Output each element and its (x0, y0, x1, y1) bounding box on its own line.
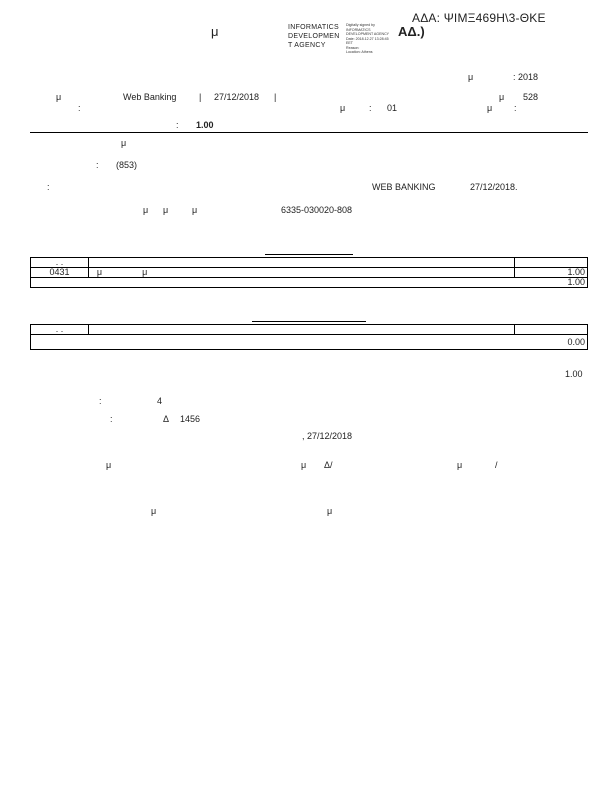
separator: | (274, 92, 277, 102)
summary-value: 4 (157, 396, 163, 406)
code-value: (853) (116, 160, 138, 170)
signature-label: μ (151, 506, 157, 516)
table-total: 1.00 (31, 278, 588, 288)
info-date: 27/12/2018 (214, 92, 260, 102)
signature-label: Δ/ (324, 460, 333, 470)
separator: | (199, 92, 202, 102)
colon: : (110, 414, 113, 424)
desc-date: 27/12/2018. (470, 182, 518, 192)
table-header-cell (88, 325, 514, 335)
desc-web-banking: WEB BANKING (372, 182, 436, 192)
acct-mu: μ (163, 205, 169, 215)
table-total-row (31, 335, 588, 350)
signature-line: INFORMATICS (346, 27, 371, 32)
grand-total: 1.00 (565, 369, 583, 379)
table-cell-desc: μ μ (88, 268, 514, 278)
table-income (30, 257, 588, 288)
agency-line-2: DEVELOPMEN (288, 33, 340, 40)
table-header-row (31, 325, 588, 335)
mid-mu: μ (340, 103, 346, 113)
signature-line: Location: Athens (346, 50, 373, 54)
colon: : (96, 160, 99, 170)
table-total-row (31, 278, 588, 288)
signature-label: μ (457, 460, 463, 470)
signature-line: Reason: (346, 45, 360, 50)
ada-code: ΑΔΑ: ΨΙΜΞ469Η\3-ΘΚΕ (412, 11, 546, 25)
table-header-cell (88, 258, 514, 268)
signature-label: μ (106, 460, 112, 470)
account-number: 6335-030020-808 (281, 205, 353, 215)
agency-line-1: INFORMATICS (288, 24, 340, 31)
divider (30, 132, 588, 133)
colon: : (369, 103, 372, 113)
amount-value: 1.00 (196, 120, 214, 130)
colon: : (176, 120, 179, 130)
body-mu: μ (121, 138, 127, 148)
signature-label: μ (327, 506, 333, 516)
table-row (31, 268, 588, 278)
signature-line: DEVELOPMENT AGENCY (346, 32, 390, 36)
number-value: 528 (523, 92, 539, 102)
place-date: , 27/12/2018 (302, 431, 353, 441)
web-banking-label: Web Banking (123, 92, 177, 102)
colon: : (47, 182, 50, 192)
year-mu: μ (468, 72, 474, 82)
signature-label: / (495, 460, 498, 470)
colon: : (99, 396, 102, 406)
section-heading-line (265, 254, 353, 255)
acct-mu: μ (192, 205, 198, 215)
colon: : (514, 103, 517, 113)
number-mu: μ (499, 92, 505, 102)
digital-signature-agency (288, 23, 340, 50)
mid-value: 01 (387, 103, 398, 113)
table-deductions (30, 324, 588, 350)
title-suffix: ΑΔ.) (398, 24, 425, 39)
info-mu: μ (56, 92, 62, 102)
table-header-cell: . . (31, 258, 89, 268)
signature-label: μ (301, 460, 307, 470)
table-cell-amount: 1.00 (515, 268, 588, 278)
signature-line: Digitally signed by (346, 23, 375, 27)
signature-line: EET (346, 41, 353, 45)
acct-mu: μ (143, 205, 149, 215)
section-heading-line (252, 321, 366, 322)
summary-delta: Δ (163, 414, 170, 424)
year-value: : 2018 (513, 72, 539, 82)
agency-line-3: T AGENCY (288, 42, 326, 49)
table-total: 0.00 (31, 335, 588, 350)
right-mu: μ (487, 103, 493, 113)
table-cell-code: 0431 (31, 268, 89, 278)
signature-line: Date: 2018.12.27 13:28:45 (346, 36, 389, 41)
colon: : (78, 103, 81, 113)
table-header-cell (515, 325, 588, 335)
table-header-row (31, 258, 588, 268)
table-header-cell (515, 258, 588, 268)
table-header-cell: . . (31, 325, 89, 335)
summary-number: 1456 (180, 414, 201, 424)
title-mu: μ (211, 24, 219, 39)
